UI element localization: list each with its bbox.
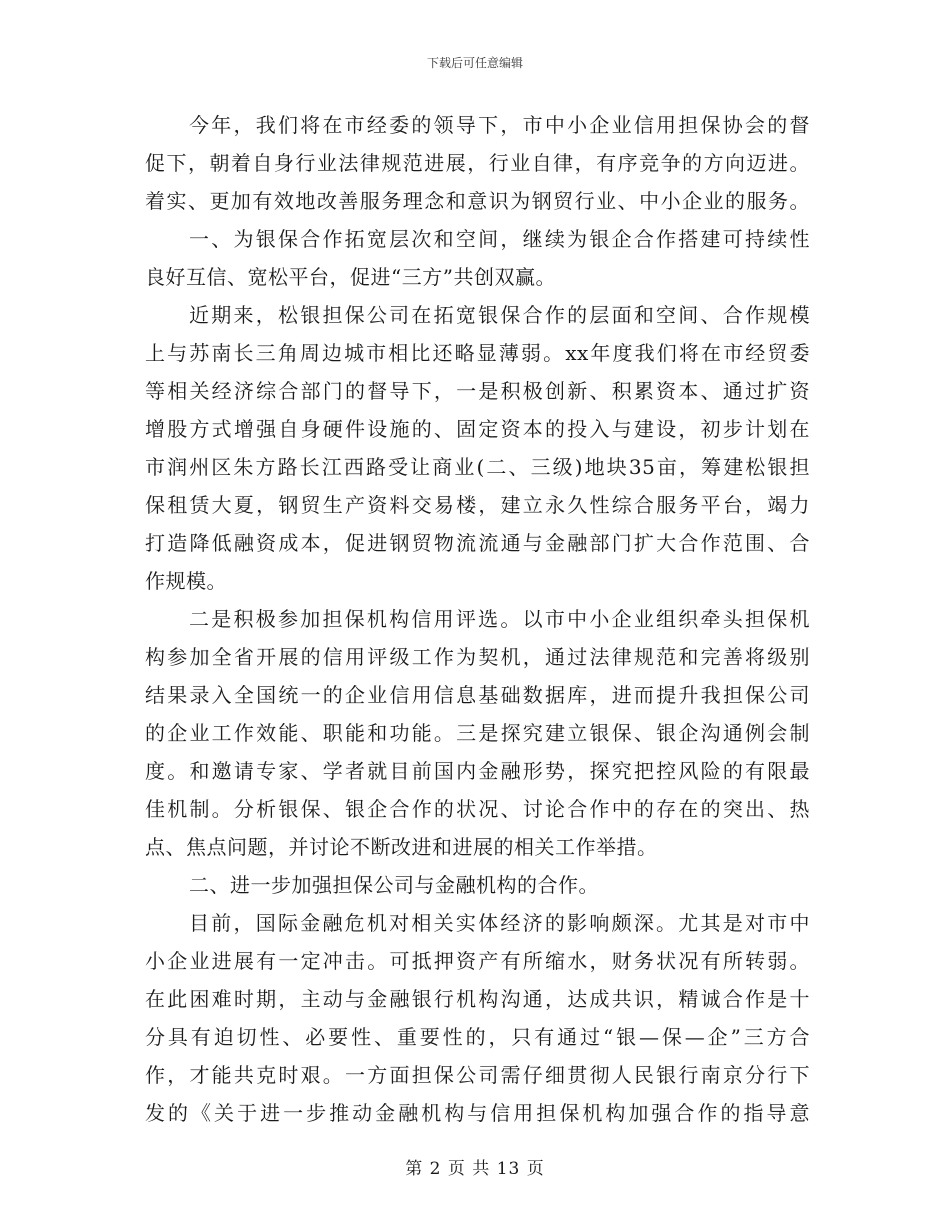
text-line: 构参加全省开展的信用评级工作为契机，通过法律规范和完善将级别 [145,645,810,669]
text-line: 良好互信、宽松平台，促进“三方”共创双赢。 [145,265,556,289]
text-line: 今年，我们将在市经委的领导下，市中小企业信用担保协会的督 [189,113,810,137]
text-line: 点、焦点问题，并讨论不断改进和进展的相关工作举措。 [145,835,658,859]
text-line: 保租赁大夏，钢贸生产资料交易楼，建立永久性综合服务平台，竭力 [145,493,810,517]
text-line: 着实、更加有效地改善服务理念和意识为钢贸行业、中小企业的服务。 [145,189,810,213]
text-line: 发的《关于进一步推动金融机构与信用担保机构加强合作的指导意 [145,1101,810,1125]
text-line: 度。和邀请专家、学者就目前国内金融形势，探究把控风险的有限最 [145,759,810,783]
text-line: 目前，国际金融危机对相关实体经济的影响颇深。尤其是对市中 [189,911,810,935]
text-line: 促下，朝着自身行业法律规范进展，行业自律，有序竞争的方向迈进。 [145,151,810,175]
text-line: 在此困难时期，主动与金融银行机构沟通，达成共识，精诚合作是十 [145,987,810,1011]
text-line: 二是积极参加担保机构信用评选。以市中小企业组织牵头担保机 [189,607,810,631]
document-body [145,106,810,1132]
text-line: 近期来，松银担保公司在拓宽银保合作的层面和空间、合作规模 [189,303,810,327]
text-line: 上与苏南长三角周边城市相比还略显薄弱。xx年度我们将在市经贸委 [145,341,810,365]
page-number: 第 2 页 共 13 页 [405,1159,545,1179]
text-line: 结果录入全国统一的企业信用信息基础数据库，进而提升我担保公司 [145,683,810,707]
text-line: 佳机制。分析银保、银企合作的状况、讨论合作中的存在的突出、热 [145,797,810,821]
text-line: 增股方式增强自身硬件设施的、固定资本的投入与建设，初步计划在 [145,417,810,441]
text-line: 作规模。 [145,569,227,593]
text-line: 等相关经济综合部门的督导下，一是积极创新、积累资本、通过扩资 [145,379,810,403]
text-line: 二、进一步加强担保公司与金融机构的合作。 [189,873,599,897]
page-header: 下载后可任意编辑 [426,56,523,70]
text-line: 打造降低融资成本，促进钢贸物流流通与金融部门扩大合作范围、合 [145,531,810,555]
text-line: 作，才能共克时艰。一方面担保公司需仔细贯彻人民银行南京分行下 [145,1063,810,1087]
text-line: 分具有迫切性、必要性、重要性的，只有通过“银—保—企”三方合 [145,1025,810,1049]
text-line: 的企业工作效能、职能和功能。三是探究建立银保、银企沟通例会制 [145,721,810,745]
text-line: 一、为银保合作拓宽层次和空间，继续为银企合作搭建可持续性 [189,227,810,251]
text-line: 市润州区朱方路长江西路受让商业(二、三级)地块35亩，筹建松银担 [145,455,810,479]
text-line: 小企业进展有一定冲击。可抵押资产有所缩水，财务状况有所转弱。 [145,949,810,973]
